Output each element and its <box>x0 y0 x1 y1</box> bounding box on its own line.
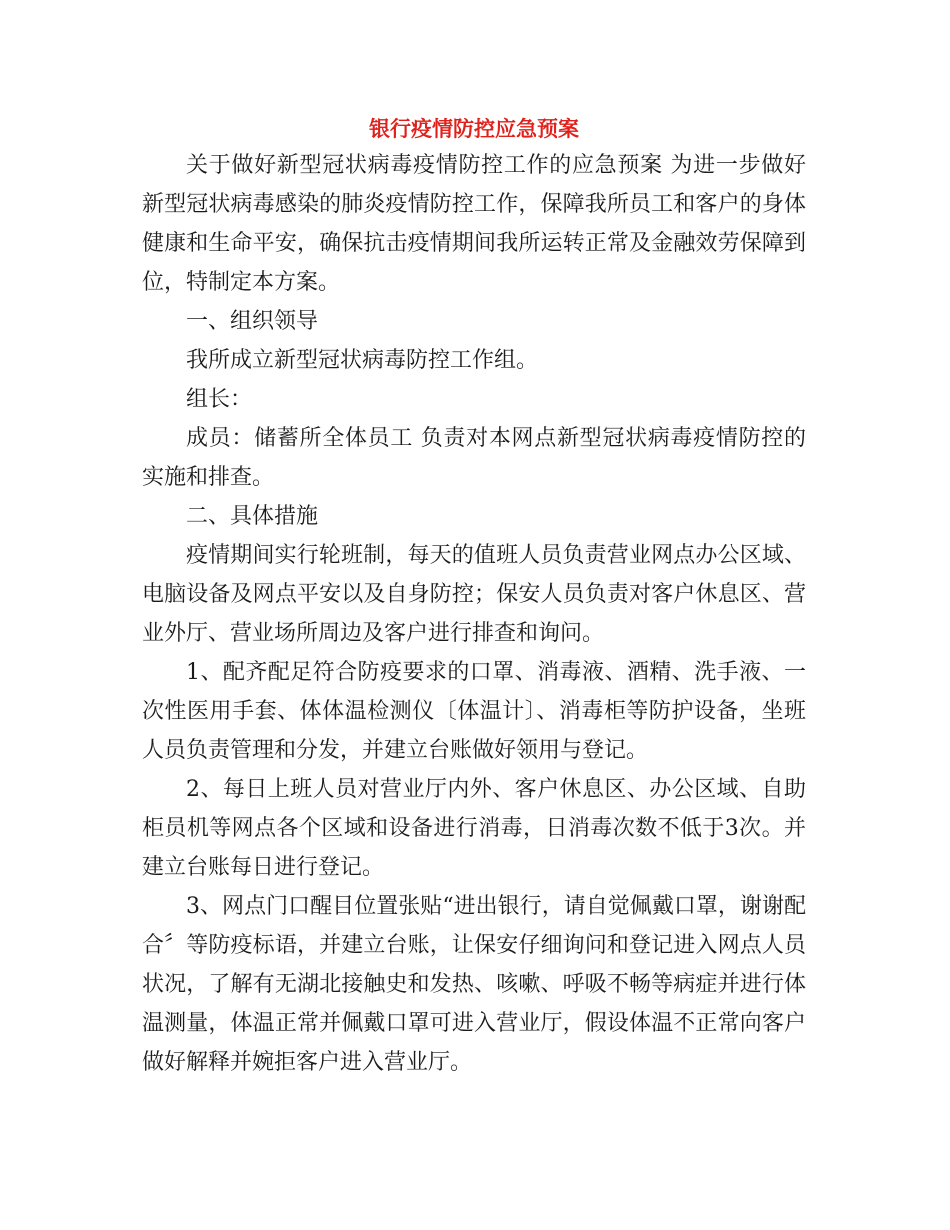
document-title: 银行疫情防控应急预案 <box>369 116 579 141</box>
shift-system-paragraph: 疫情期间实行轮班制，每天的值班人员负责营业网点办公区域、电脑设备及网点平安以及自身防控；保安人员负责对客户休息区、营业外厅、营业场所周边及客户进行排查和询问。 <box>142 543 806 646</box>
members-paragraph: 成员：储蓄所全体员工 负责对本网点新型冠状病毒疫情防控的实施和排查。 <box>142 426 806 490</box>
measure-2-paragraph: 2、每日上班人员对营业厅内外、客户休息区、办公区域、自助柜员机等网点各个区域和设备进行消毒，日消毒次数不低于3次。并建立台账每日进行登记。 <box>142 777 806 880</box>
measure-3-paragraph: 3、网点门口醒目位置张贴“进出银行，请自觉佩戴口罩，谢谢配合〞等防疫标语，并建立台账，让保安仔细询问和登记进入网点人员状况，了解有无湖北接触史和发热、咳嗽、呼吸不畅等病症并进行体温测量，体温正常并佩戴口罩可进入营业厅，假设体温不正常向客户做好解释并婉拒客户进入营业厅。 <box>142 894 806 1075</box>
working-group-paragraph: 我所成立新型冠状病毒防控工作组。 <box>186 348 539 373</box>
group-leader-line: 组长： <box>186 387 253 412</box>
document-body <box>142 112 806 1082</box>
section-heading-measures: 二、具体措施 <box>186 504 319 529</box>
section-heading-organization: 一、组织领导 <box>186 309 319 334</box>
measure-1-paragraph: 1、配齐配足符合防疫要求的口罩、消毒液、酒精、洗手液、一次性医用手套、体体温检测仪〔体温计〕、消毒柜等防护设备，坐班人员负责管理和分发，并建立台账做好领用与登记。 <box>142 660 806 763</box>
intro-paragraph: 关于做好新型冠状病毒疫情防控工作的应急预案 为进一步做好新型冠状病毒感染的肺炎疫情防控工作，保障我所员工和客户的身体健康和生命平安，确保抗击疫情期间我所运转正常及金融效劳保障到位，特制定本方案。 <box>142 153 806 295</box>
